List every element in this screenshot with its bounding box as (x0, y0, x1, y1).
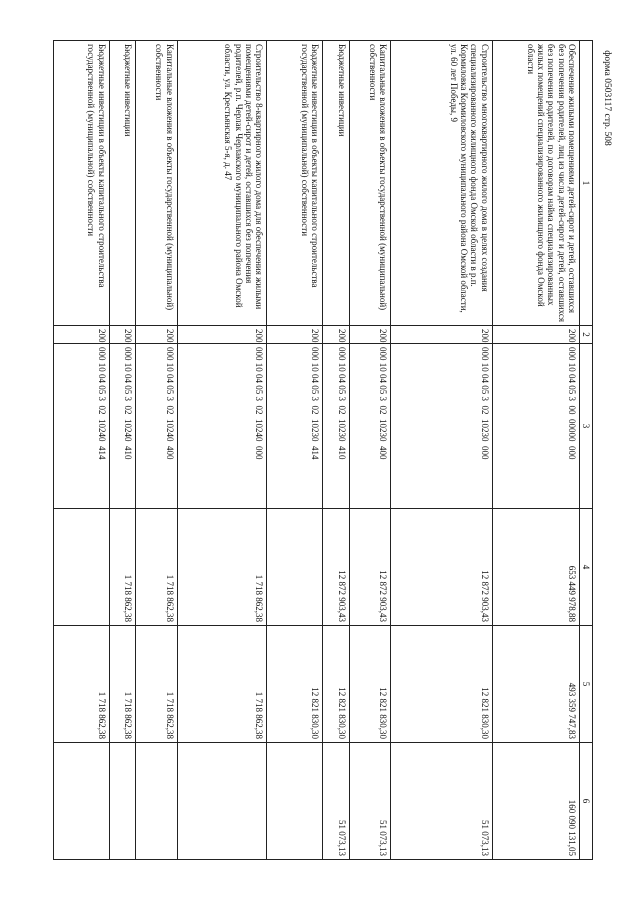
row-executed: 1 718 862,38 (136, 626, 177, 743)
row-name: Бюджетные инвестиции в объекты капитального строительства государственной (муниципальной) собственности (267, 41, 323, 326)
table-row (390, 41, 492, 860)
row-line-code: 200 (136, 326, 177, 344)
row-name: Строительство многоквартирного жилого дома в целях создания специализированного жилищного фонда Омской области в р.п. Кормиловка Кормиловского муниципального района Омской области, ул. 60 лет Победы, 9 (390, 41, 492, 326)
rotated-table-container (53, 40, 593, 860)
row-executed: 1 718 862,38 (177, 626, 267, 743)
row-approved (267, 509, 323, 626)
report-page (53, 40, 593, 860)
row-name: Капитальные вложения в объекты государственной (муниципальной) собственности (349, 41, 390, 326)
row-executed: 1 718 862,38 (109, 626, 136, 743)
row-unexecuted: 51 073,13 (349, 743, 390, 860)
row-budget-code: 000 10 04 05 3 02 10230 414 (267, 344, 323, 509)
row-line-code: 200 (349, 326, 390, 344)
column-number-3: 3 (580, 344, 593, 509)
form-reference: форма 0503117 стр. 508 (602, 50, 612, 146)
column-number-1: 1 (580, 41, 593, 326)
row-unexecuted (109, 743, 136, 860)
row-budget-code: 000 10 04 05 3 02 10240 400 (136, 344, 177, 509)
table-row (136, 41, 177, 860)
column-number-2: 2 (580, 326, 593, 344)
row-unexecuted (177, 743, 267, 860)
column-number-4: 4 (580, 509, 593, 626)
row-name: Капитальные вложения в объекты государственной (муниципальной) собственности (136, 41, 177, 326)
table-row (54, 41, 110, 860)
table-row (177, 41, 267, 860)
row-line-code: 200 (323, 326, 350, 344)
row-line-code: 200 (390, 326, 492, 344)
row-unexecuted: 51 073,13 (390, 743, 492, 860)
row-budget-code: 000 10 04 05 3 02 10240 414 (54, 344, 110, 509)
row-approved: 12 872 903,43 (323, 509, 350, 626)
row-budget-code: 000 10 04 05 3 02 10230 410 (323, 344, 350, 509)
row-executed: 12 821 830,30 (323, 626, 350, 743)
row-budget-code: 000 10 04 05 3 02 10230 400 (349, 344, 390, 509)
row-approved: 12 872 903,43 (349, 509, 390, 626)
row-executed: 12 821 830,30 (390, 626, 492, 743)
row-unexecuted: 51 073,13 (323, 743, 350, 860)
row-unexecuted (54, 743, 110, 860)
row-approved: 1 718 862,38 (136, 509, 177, 626)
table-row (267, 41, 323, 860)
row-budget-code: 000 10 04 05 3 02 10240 000 (177, 344, 267, 509)
row-approved: 653 449 978,88 (492, 509, 579, 626)
table-row (492, 41, 579, 860)
row-budget-code: 000 10 04 05 3 00 00000 000 (492, 344, 579, 509)
row-executed: 493 359 747,83 (492, 626, 579, 743)
row-approved: 1 718 862,38 (109, 509, 136, 626)
row-executed: 12 821 830,30 (267, 626, 323, 743)
row-unexecuted (267, 743, 323, 860)
column-number-5: 5 (580, 626, 593, 743)
table-row (109, 41, 136, 860)
row-line-code: 200 (109, 326, 136, 344)
row-name: Бюджетные инвестиции (323, 41, 350, 326)
column-number-6: 6 (580, 743, 593, 860)
table-row (349, 41, 390, 860)
row-executed: 1 718 862,38 (54, 626, 110, 743)
page-header (596, 18, 618, 178)
row-line-code: 200 (54, 326, 110, 344)
row-approved: 1 718 862,38 (177, 509, 267, 626)
budget-report-table (53, 40, 593, 860)
row-name: Бюджетные инвестиции (109, 41, 136, 326)
row-line-code: 200 (492, 326, 579, 344)
row-unexecuted: 160 090 131,05 (492, 743, 579, 860)
table-row (323, 41, 350, 860)
row-name: Обеспечение жилыми помещениями детей-сирот и детей, оставшихся без попечения родителей, лиц из числа детей-сирот и детей, оставшихся без попечения родителей, по договорам найма специализированных жилых помещений специализированного жилищного фонда Омской области (492, 41, 579, 326)
row-budget-code: 000 10 04 05 3 02 10230 000 (390, 344, 492, 509)
row-executed: 12 821 830,30 (349, 626, 390, 743)
row-name: Строительство 8-квартирного жилого дома для обеспечения жилыми помещениями детей-сирот и детей, оставшихся без попечения родителей, р.п. Черлак Черлакского муниципального района Омской области, ул. Крестьянская 5-я, д. 47 (177, 41, 267, 326)
row-line-code: 200 (267, 326, 323, 344)
row-unexecuted (136, 743, 177, 860)
row-name: Бюджетные инвестиции в объекты капитального строительства государственной (муниципальной) собственности (54, 41, 110, 326)
row-budget-code: 000 10 04 05 3 02 10240 410 (109, 344, 136, 509)
row-line-code: 200 (177, 326, 267, 344)
row-approved: 12 872 903,43 (390, 509, 492, 626)
column-number-row (580, 41, 593, 860)
row-approved (54, 509, 110, 626)
